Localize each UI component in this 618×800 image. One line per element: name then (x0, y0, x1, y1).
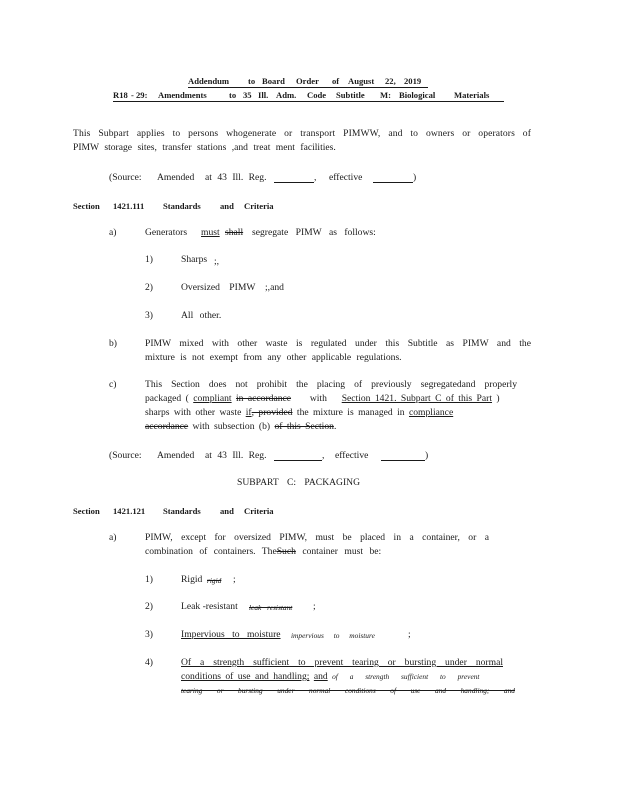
source-close: ) (425, 450, 429, 461)
item-c-mixture: the mixture is managed in (296, 407, 405, 418)
inserted-impervious: Impervious to moisture (181, 629, 281, 640)
item-c-with: with (309, 393, 327, 404)
sub-marker: 3) (145, 310, 153, 321)
section-criteria: Criteria (244, 201, 274, 211)
sub-marker: 2) (145, 282, 153, 293)
sub-text: Rigid (181, 574, 203, 585)
inserted-compliant: compliant (193, 393, 232, 404)
header-of: of (332, 76, 340, 86)
section-criteria: Criteria (244, 506, 274, 516)
item-c-line-4 (145, 421, 336, 432)
sub-punct: ;, (214, 256, 220, 267)
source-comma: , (322, 450, 325, 461)
sub-4-line-2 (181, 671, 479, 682)
inserted-must: must (201, 227, 220, 238)
header-month: August (348, 76, 375, 86)
sub-4-line-1: Of a strength sufficient to prevent tearing or bursting under normal (181, 657, 503, 668)
header-title-number: 35 (243, 90, 252, 100)
sub-end: ; (313, 601, 316, 612)
intro-line-1: This Subpart applies to persons whogenerate or transport PIMWW, and to owners or operators of (73, 128, 531, 139)
header-to-2: to (229, 90, 237, 100)
sub-text: Oversized PIMW (181, 282, 256, 293)
header-board: Board (262, 76, 285, 86)
section-and: and (220, 201, 234, 211)
inserted-conditions: conditions of use and handling; (181, 671, 310, 682)
packaging-a-line-1: PIMW, except for oversized PIMW, must be placed in a container, or a (145, 532, 489, 543)
source-effective: effective (329, 172, 363, 183)
source-blank-effective (381, 460, 425, 461)
sub-end: ; (408, 629, 411, 640)
section-standards: Standards (163, 201, 201, 211)
inserted-compliance: compliance (408, 407, 454, 418)
header-addendum: Addendum (188, 76, 230, 86)
sub-punct: ;,and (265, 282, 284, 293)
old-impervious: impervious to moisture (291, 631, 375, 640)
old-strength: of a strength sufficient to prevent (332, 672, 480, 681)
sub-text: All other. (181, 310, 222, 321)
source-blank-reg (274, 182, 314, 183)
header-underline-1 (188, 87, 428, 88)
item-a-text-2: segregate PIMW as follows: (252, 227, 376, 238)
sub-text: Sharps (181, 254, 208, 265)
section-label: Section (73, 506, 100, 516)
item-c-paren: ) (496, 393, 500, 404)
item-marker: c) (109, 379, 117, 390)
item-c-line-3 (145, 407, 467, 418)
item-c-period: . (333, 421, 337, 432)
item-marker: a) (109, 227, 117, 238)
item-c-sharps: sharps with other waste (145, 407, 242, 418)
header-amendments: Amendments (158, 90, 207, 100)
deleted-shall: shall (225, 227, 244, 238)
inserted-section-ref: Section 1421. Subpart C of this Part (341, 393, 493, 404)
deleted-of-this-section: of this Section (274, 421, 334, 432)
sub-end: ; (233, 574, 236, 585)
header-docket-number: - 29: (131, 90, 148, 100)
header-year: 2019 (404, 76, 422, 86)
item-b-line-1: PIMW mixed with other waste is regulated under this Subtitle as PIMW and the (145, 338, 531, 349)
inserted-and: and (313, 671, 328, 682)
source-close: ) (413, 172, 417, 183)
item-a-text-1: Generators (145, 227, 188, 238)
header-adm: Adm. (276, 90, 297, 100)
source-effective: effective (335, 450, 369, 461)
header-biological: Biological (399, 90, 436, 100)
subpart-c-heading: SUBPART C: PACKAGING (237, 477, 361, 488)
inserted-if: if (245, 407, 252, 418)
header-m: M: (380, 90, 391, 100)
source-prefix: (Source: (109, 172, 142, 183)
item-marker: b) (109, 338, 117, 349)
deleted-leak-resistant: leak resistant (249, 603, 293, 612)
section-standards: Standards (163, 506, 201, 516)
source-amended: Amended (157, 450, 195, 461)
item-c-line-1: This Section does not prohibit the placing of previously segregatedand properly (145, 379, 517, 390)
header-docket: R18 (113, 90, 128, 100)
item-b-line-2: mixture is not exempt from any other applicable regulations. (145, 352, 402, 363)
source-amended: Amended (157, 172, 195, 183)
source-prefix: (Source: (109, 450, 142, 461)
header-ill: Ill. (258, 90, 269, 100)
section-number: 1421.121 (113, 506, 146, 516)
deleted-in-accordance: in accordance (236, 393, 292, 404)
header-day: 22, (385, 76, 396, 86)
header-code: Code (307, 90, 327, 100)
intro-line-2: PIMW storage sites, transfer stations ,and treat ment facilities. (73, 142, 336, 153)
item-c-packaged: packaged ( (145, 393, 189, 404)
deleted-accordance: accordance (145, 421, 189, 432)
header-materials: Materials (454, 90, 490, 100)
source-comma: , (314, 172, 317, 183)
intro-paragraph (73, 128, 531, 156)
sub-marker: 3) (145, 629, 153, 640)
deleted-rigid: rigid (207, 576, 222, 585)
deleted-such: Such (276, 546, 296, 557)
section-and: and (220, 506, 234, 516)
header-order: Order (296, 76, 319, 86)
item-c-subsection: with subsection (b) (192, 421, 271, 432)
sub-marker: 2) (145, 601, 153, 612)
packaging-a-text: combination of containers. The (145, 546, 277, 557)
sub-text: Leak -resistant (181, 601, 238, 612)
deleted-tearing: tearing or bursting under normal conditions of use and handling; and (181, 686, 515, 695)
deleted-provided: , provided (251, 407, 293, 418)
section-label: Section (73, 201, 100, 211)
section-number: 1421.111 (113, 201, 145, 211)
sub-marker: 4) (145, 657, 153, 668)
header-underline-2 (113, 101, 504, 102)
item-c-line-2 (145, 393, 500, 404)
source-blank-effective (373, 182, 413, 183)
item-marker: a) (109, 532, 117, 543)
source-blank-reg (274, 460, 322, 461)
packaging-a-container: container must be: (302, 546, 382, 557)
sub-marker: 1) (145, 574, 153, 585)
header-to: to (248, 76, 256, 86)
header-subtitle: Subtitle (336, 90, 365, 100)
source-reg: at 43 Ill. Reg. (205, 450, 267, 461)
packaging-a-line-2 (145, 546, 381, 557)
sub-marker: 1) (145, 254, 153, 265)
source-reg: at 43 Ill. Reg. (205, 172, 267, 183)
